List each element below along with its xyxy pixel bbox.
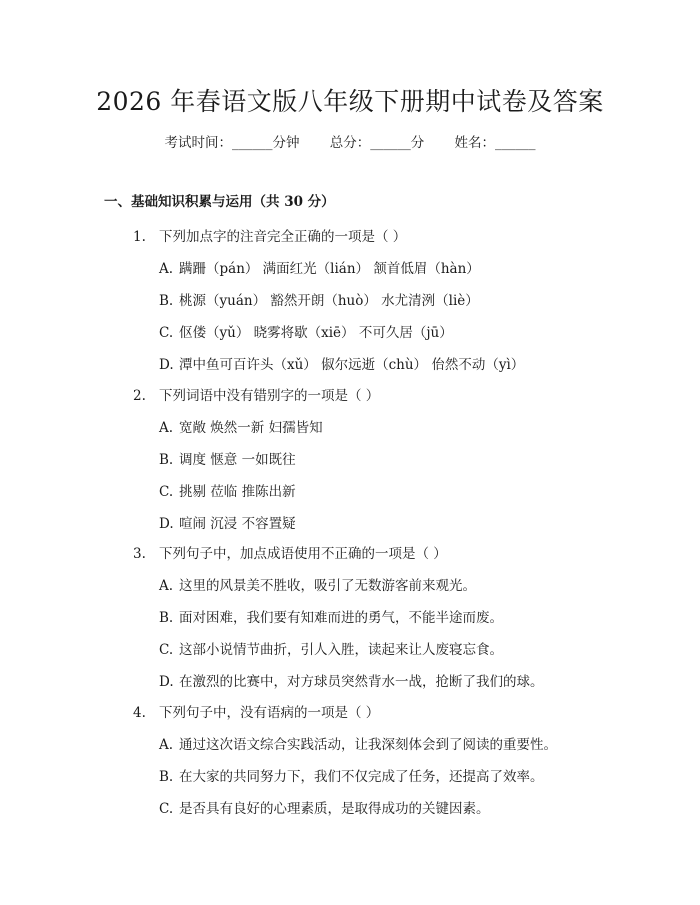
option-letter: A. bbox=[159, 261, 174, 277]
option-text: 宽敞 焕然一新 妇孺皆知 bbox=[179, 420, 323, 436]
option-letter: D. bbox=[159, 516, 174, 532]
option-letter: D. bbox=[159, 357, 174, 373]
option-letter: C. bbox=[159, 801, 174, 817]
option-letter: B. bbox=[159, 610, 174, 626]
question-1 bbox=[133, 225, 406, 245]
option-letter: C. bbox=[159, 642, 174, 658]
question-stem: 下列词语中没有错别字的一项是（ ） bbox=[159, 388, 380, 404]
option-item bbox=[159, 733, 557, 753]
student-name-field: 姓名：______ bbox=[454, 135, 536, 151]
option-text: 这里的风景美不胜收，吸引了无数游客前来观光。 bbox=[179, 578, 476, 594]
option-letter: A. bbox=[159, 420, 174, 436]
question-stem: 下列句子中，没有语病的一项是（ ） bbox=[159, 705, 380, 721]
option-item bbox=[159, 512, 296, 532]
option-item bbox=[159, 480, 296, 500]
section-heading: 一、基础知识积累与运用（共 30 分） bbox=[104, 194, 335, 210]
option-item bbox=[159, 448, 296, 468]
option-text: 蹒跚（pán） 满面红光（lián） 颔首低眉（hàn） bbox=[179, 261, 480, 277]
total-score-field: 总分：______分 bbox=[329, 135, 425, 151]
option-item bbox=[159, 765, 544, 785]
question-number: 4. bbox=[133, 705, 146, 721]
option-item bbox=[159, 353, 524, 373]
question-number: 2. bbox=[133, 388, 146, 404]
option-letter: C. bbox=[159, 325, 174, 341]
option-letter: A. bbox=[159, 737, 174, 753]
exam-info-line bbox=[0, 131, 700, 151]
option-text: 调度 惬意 一如既往 bbox=[179, 452, 296, 468]
option-item bbox=[159, 257, 480, 277]
option-text: 桃源（yuán） 豁然开朗（huò） 水尤清洌（liè） bbox=[179, 293, 479, 309]
option-text: 潭中鱼可百许头（xǔ） 俶尔远逝（chù） 佁然不动（yì） bbox=[179, 357, 525, 373]
question-stem: 下列句子中，加点成语使用不正确的一项是（ ） bbox=[159, 546, 447, 562]
page-title: 2026 年春语文版八年级下册期中试卷及答案 bbox=[96, 87, 604, 116]
question-3 bbox=[133, 542, 447, 562]
option-text: 伛偻（yǔ） 晓雾将歇（xiē） 不可久居（jū） bbox=[179, 325, 453, 341]
option-item bbox=[159, 606, 503, 626]
option-item bbox=[159, 321, 453, 341]
option-letter: A. bbox=[159, 578, 174, 594]
option-letter: B. bbox=[159, 293, 174, 309]
option-text: 在激烈的比赛中，对方球员突然背水一战，抢断了我们的球。 bbox=[179, 674, 544, 690]
option-text: 是否具有良好的心理素质，是取得成功的关键因素。 bbox=[179, 801, 490, 817]
option-text: 在大家的共同努力下，我们不仅完成了任务，还提高了效率。 bbox=[179, 769, 544, 785]
option-letter: D. bbox=[159, 674, 174, 690]
option-item bbox=[159, 797, 490, 817]
option-text: 挑剔 莅临 推陈出新 bbox=[179, 484, 296, 500]
question-number: 3. bbox=[133, 546, 146, 562]
question-2 bbox=[133, 384, 379, 404]
option-letter: C. bbox=[159, 484, 174, 500]
question-number: 1. bbox=[133, 229, 146, 245]
option-text: 这部小说情节曲折，引人入胜，读起来让人废寝忘食。 bbox=[179, 642, 503, 658]
option-item bbox=[159, 670, 544, 690]
option-item bbox=[159, 416, 323, 436]
option-text: 通过这次语文综合实践活动，让我深刻体会到了阅读的重要性。 bbox=[179, 737, 557, 753]
option-letter: B. bbox=[159, 769, 174, 785]
option-item bbox=[159, 638, 503, 658]
option-item bbox=[159, 289, 479, 309]
question-stem: 下列加点字的注音完全正确的一项是（ ） bbox=[159, 229, 407, 245]
option-item bbox=[159, 574, 476, 594]
option-text: 喧闹 沉浸 不容置疑 bbox=[179, 516, 296, 532]
question-4 bbox=[133, 701, 379, 721]
option-text: 面对困难，我们要有知难而进的勇气，不能半途而废。 bbox=[179, 610, 503, 626]
option-letter: B. bbox=[159, 452, 174, 468]
exam-time-field: 考试时间：______分钟 bbox=[164, 135, 300, 151]
